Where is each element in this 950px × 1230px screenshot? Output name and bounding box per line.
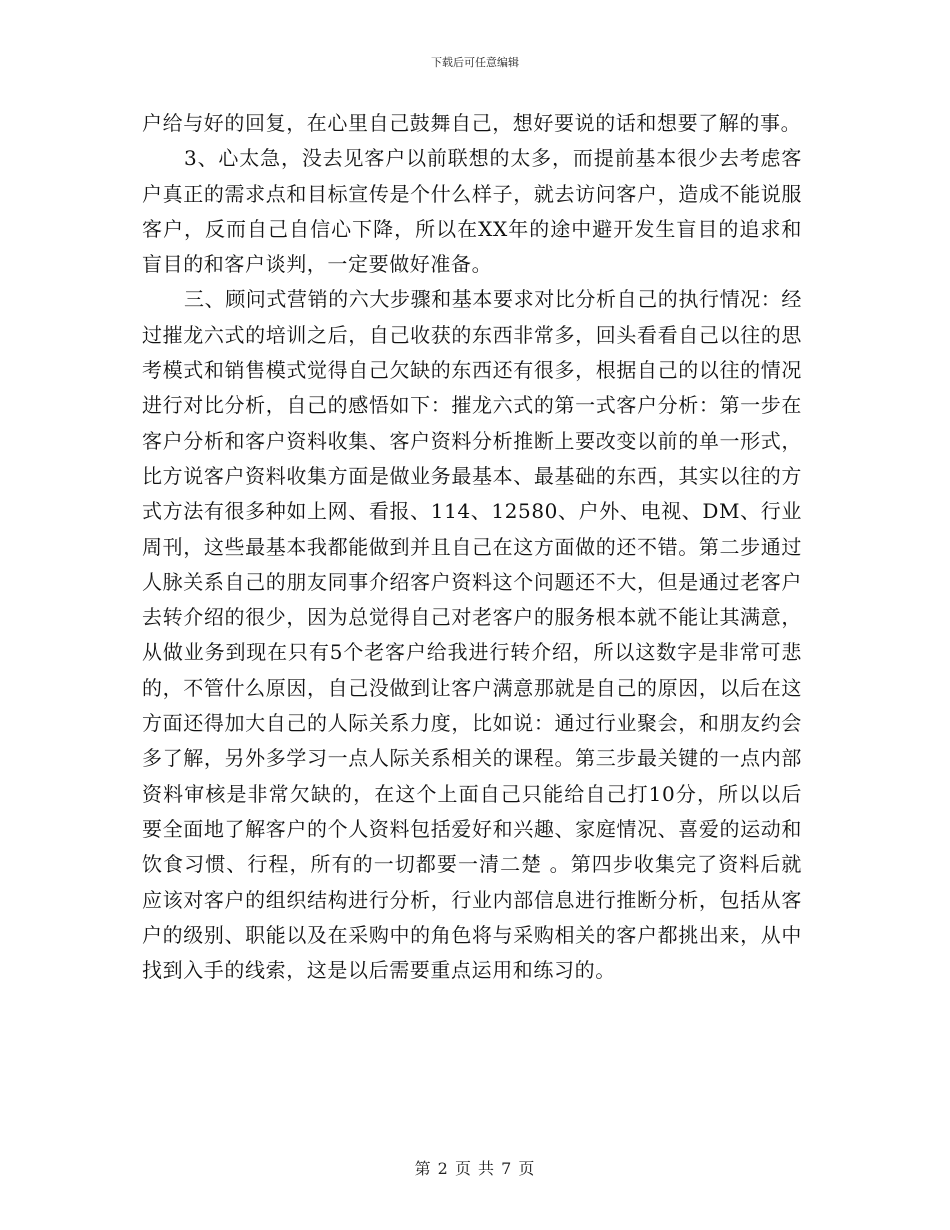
paragraph-point-3: 3、心太急，没去见客户以前联想的太多，而提前基本很少去考虑客户真正的需求点和目标宣传是个什么样子，就去访问客户，造成不能说服客户，反而自己自信心下降，所以在XX年的途中避开发生盲目的追求和盲目的和客户谈判，一定要做好准备。 (142, 146, 802, 277)
document-body (142, 106, 802, 988)
page-footer-number: 第 2 页 共 7 页 (414, 1159, 536, 1178)
page-header: 下载后可任意编辑 (431, 56, 519, 69)
paragraph-section-3: 三、顾问式营销的六大步骤和基本要求对比分析自己的执行情况：经过摧龙六式的培训之后，自己收获的东西非常多，回头看看自己以往的思考模式和销售模式觉得自己欠缺的东西还有很多，根据自己的以往的情况进行对比分析，自己的感悟如下：摧龙六式的第一式客户分析：第一步在客户分析和客户资料收集、客户资料分析推断上要改变以前的单一形式，比方说客户资料收集方面是做业务最基本、最基础的东西，其实以往的方式方法有很多种如上网、看报、114、12580、户外、电视、DM、行业周刊，这些最基本我都能做到并且自己在这方面做的还不错。第二步通过人脉关系自己的朋友同事介绍客户资料这个问题还不大，但是通过老客户去转介绍的很少，因为总觉得自己对老客户的服务根本就不能让其满意，从做业务到现在只有5个老客户给我进行转介绍，所以这数字是非常可悲的，不管什么原因，自己没做到让客户满意那就是自己的原因，以后在这方面还得加大自己的人际关系力度，比如说：通过行业聚会，和朋友约会多了解，另外多学习一点人际关系相关的课程。第三步最关键的一点内部资料审核是非常欠缺的，在这个上面自己只能给自己打10分，所以以后要全面地了解客户的个人资料包括爱好和兴趣、家庭情况、喜爱的运动和饮食习惯、行程，所有的一切都要一清二楚 。第四步收集完了资料后就应该对客户的组织结构进行分析，行业内部信息进行推断分析，包括从客户的级别、职能以及在采购中的角色将与采购相关的客户都挑出来，从中找到入手的线索，这是以后需要重点运用和练习的。 (142, 287, 802, 983)
paragraph-continuation: 户给与好的回复，在心里自己鼓舞自己，想好要说的话和想要了解的事。 (142, 111, 802, 135)
